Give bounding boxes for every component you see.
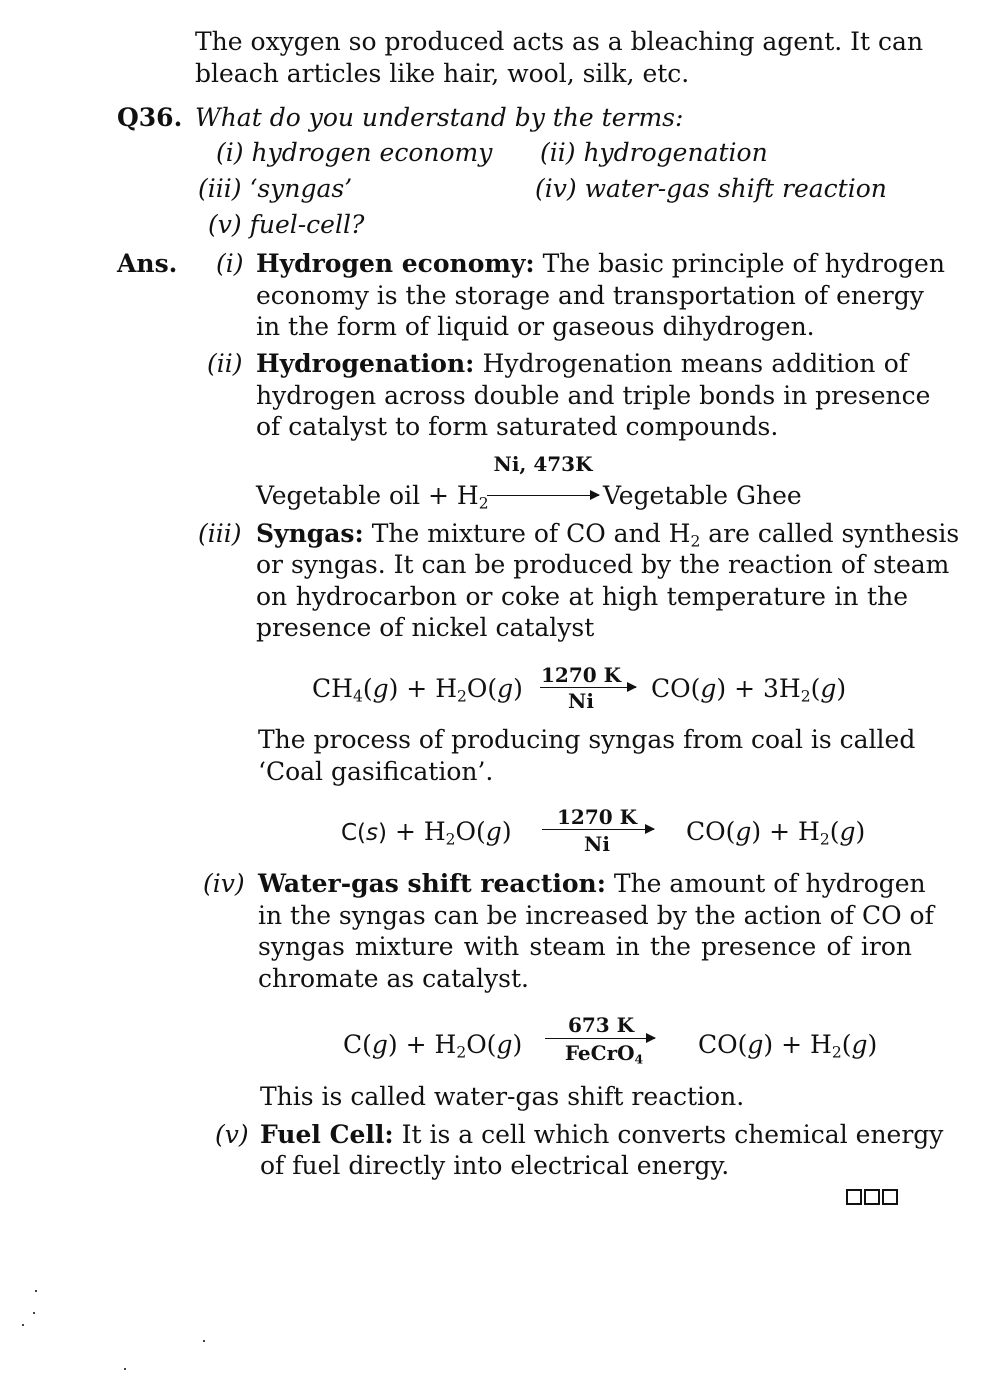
wgs-eq-products: $CO(g) + H_2(g)$: [698, 1030, 878, 1062]
hydrogenation-product: Vegetable Ghee: [603, 481, 802, 510]
answer-v-num: (v): [215, 1120, 249, 1149]
answer-iii-line-3: on hydrocarbon or coke at high temperature in the: [256, 582, 908, 611]
syngas-eq1-temperature: 1270 K: [540, 663, 621, 687]
term-ii: [540, 137, 768, 168]
answer-iv-line-4: chromate as catalyst.: [258, 964, 529, 993]
term-text: hydrogenation: [583, 138, 768, 167]
reaction-arrow: [540, 687, 636, 688]
scan-speck: [124, 1368, 126, 1370]
hydrogenation-condition: Ni, 473K: [493, 452, 593, 476]
answer-i-text: The basic principle of hydrogen: [542, 249, 945, 278]
answer-ii-num: (ii): [207, 349, 243, 378]
answer-iv-text: The amount of hydrogen: [613, 869, 926, 898]
answer-iv-title: Water-gas shift reaction:: [258, 869, 606, 898]
answer-iii-line-2: or syngas. It can be produced by the reaction of steam: [256, 550, 950, 579]
term-iii: [198, 173, 352, 204]
answer-v-line-2: of fuel directly into electrical energy.: [260, 1151, 730, 1180]
reaction-arrow: [545, 1038, 655, 1039]
scan-speck: [22, 1324, 24, 1326]
term-num: (ii): [540, 138, 576, 167]
subscript: 2: [690, 532, 701, 551]
answer-iv-line-2: in the syngas can be increased by the action of CO of: [258, 901, 934, 930]
term-num: (iii): [198, 174, 242, 203]
term-num: (v): [208, 210, 242, 239]
answer-v-text: It is a cell which converts chemical energy: [401, 1120, 944, 1149]
syngas-eq1-reactants: $CH_4(g) + H_2O(g)$: [312, 674, 523, 706]
wgs-eq-temperature: 673 K: [567, 1013, 635, 1037]
scan-speck: [203, 1340, 205, 1342]
answer-ii-line-1: [256, 348, 908, 379]
syngas-eq2-temperature: 1270 K: [557, 805, 638, 829]
end-mark-icon: [846, 1189, 898, 1205]
term-text: hydrogen economy: [251, 138, 493, 167]
answer-iii-text: are called synthesis: [700, 519, 960, 548]
reaction-arrow: [542, 829, 654, 830]
syngas-eq2-products: $CO(g) + H_2(g)$: [686, 817, 866, 849]
scan-speck: [35, 1290, 37, 1292]
answer-iv-line-3: syngas mixture with steam in the presence of iron: [258, 932, 912, 961]
syngas-eq1-products: $CO(g) + 3H_2(g)$: [651, 674, 847, 706]
answer-i-num: (i): [216, 249, 244, 278]
answer-iii-title: Syngas:: [256, 519, 364, 548]
coal-gasification-line-1: The process of producing syngas from coal is called: [258, 725, 916, 754]
scan-speck: [33, 1312, 35, 1314]
term-text: water-gas shift reaction: [584, 174, 887, 203]
coal-gasification-line-2: ‘Coal gasification’.: [258, 757, 494, 786]
term-i: [216, 137, 492, 168]
term-v: [208, 209, 364, 240]
intro-line-1: The oxygen so produced acts as a bleaching agent. It can: [195, 27, 924, 56]
hydrogenation-reactants: [256, 480, 489, 511]
hydrogenation-reactants-text: Vegetable oil + H: [256, 481, 479, 510]
answer-ii-title: Hydrogenation:: [256, 349, 475, 378]
question-number: Q36.: [117, 103, 183, 132]
answer-ii-line-2: hydrogen across double and triple bonds in presence: [256, 381, 931, 410]
syngas-eq2-reactants: $C(s) + H_2O(g)$: [341, 817, 512, 849]
reaction-arrow: [487, 495, 599, 496]
term-text: ‘syngas’: [249, 174, 353, 203]
answer-iii-line-4: presence of nickel catalyst: [256, 613, 595, 642]
answer-i-title: Hydrogen economy:: [256, 249, 535, 278]
term-num: (iv): [535, 174, 577, 203]
wgs-eq-catalyst: [548, 1041, 660, 1067]
answer-iv-line-1: [258, 868, 926, 899]
wgs-eq-reactants: $C(g) + H_2O(g)$: [343, 1030, 523, 1062]
term-num: (i): [216, 138, 244, 167]
catalyst-text: FeCrO: [564, 1041, 635, 1065]
answer-iii-num: (iii): [198, 519, 242, 548]
answer-ii-text: Hydrogenation means addition of: [482, 349, 908, 378]
answer-i-line-3: in the form of liquid or gaseous dihydrogen.: [256, 312, 815, 341]
syngas-eq1-catalyst: Ni: [568, 689, 594, 713]
intro-line-2: bleach articles like hair, wool, silk, etc.: [195, 59, 690, 88]
term-iv: [535, 173, 887, 204]
syngas-eq2-catalyst: Ni: [584, 832, 610, 856]
subscript: 4: [634, 1051, 644, 1067]
answer-v-title: Fuel Cell:: [260, 1120, 394, 1149]
answer-ii-line-3: of catalyst to form saturated compounds.: [256, 412, 779, 441]
answer-i-line-2: economy is the storage and transportation of energy: [256, 281, 924, 310]
answer-iv-num: (iv): [203, 869, 245, 898]
answer-v-line-1: [260, 1119, 944, 1150]
term-text: fuel-cell?: [249, 210, 365, 239]
wgs-conclusion: This is called water-gas shift reaction.: [260, 1082, 745, 1111]
answer-iii-line-1: [256, 518, 960, 551]
subscript: 2: [478, 494, 489, 513]
answer-iii-text: The mixture of CO and H: [371, 519, 691, 548]
answer-i-line-1: [256, 248, 945, 279]
answer-label: Ans.: [117, 249, 178, 278]
question-text: What do you understand by the terms:: [195, 103, 684, 132]
